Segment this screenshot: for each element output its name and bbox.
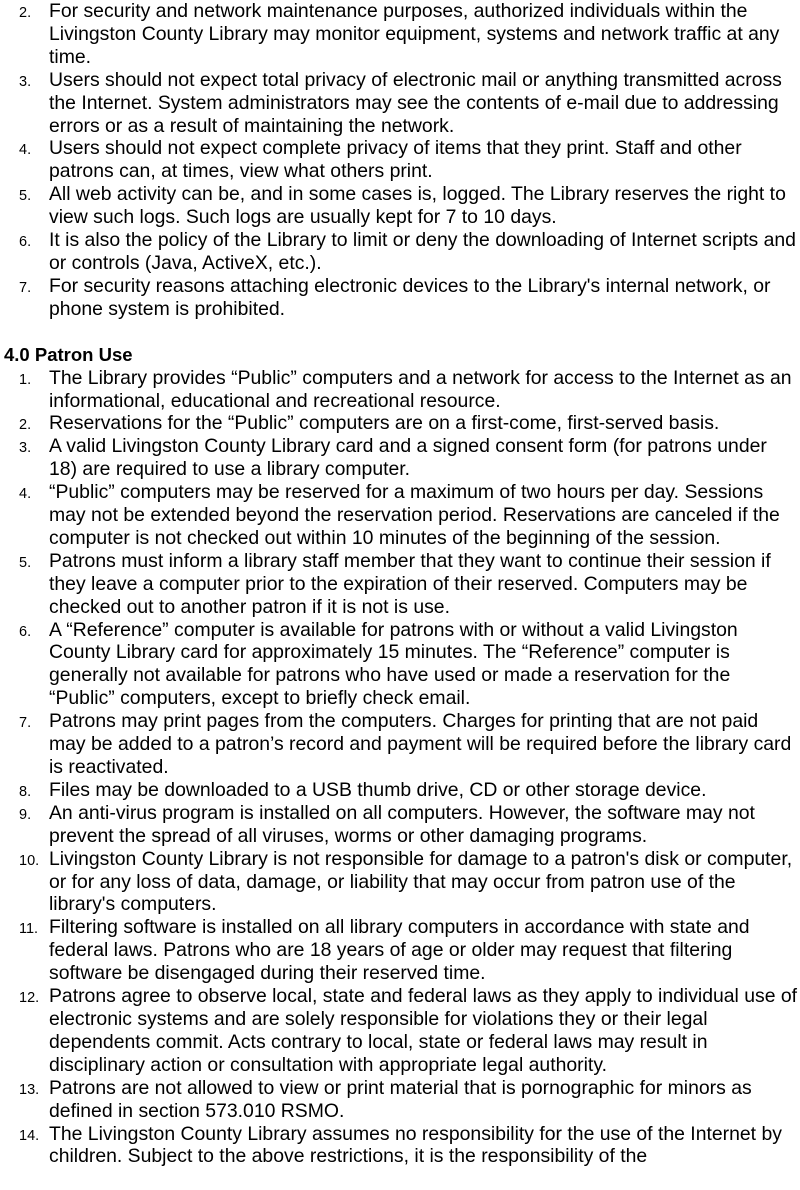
list-item — [0, 275, 800, 321]
item-text: Users should not expect complete privacy of items that they print. Staff and other patrons can, at times, view what others print. — [49, 137, 742, 183]
section-gap — [0, 321, 800, 344]
section-heading: 4.0 Patron Use — [4, 343, 133, 365]
item-number: 5. — [19, 554, 32, 571]
list-item — [0, 1077, 800, 1123]
list-item — [0, 229, 800, 275]
item-number: 7. — [19, 715, 32, 732]
item-text: All web activity can be, and in some cases is, logged. The Library reserves the right to view such logs. Such logs are usually kept for 7 to 10 days. — [49, 183, 786, 229]
list-item — [0, 412, 800, 435]
item-text: Patrons agree to observe local, state and federal laws as they apply to individual use of electronic systems and are solely responsible for violations they or their legal dependents commit. Acts contrary to local, state or federal laws may result in disciplinary action or consultation with appropriate legal authority. — [49, 985, 798, 1076]
item-number: 6. — [19, 234, 32, 251]
item-number: 9. — [19, 806, 32, 823]
item-text: Users should not expect total privacy of electronic mail or anything transmitted across the Internet. System administrators may see the contents of e-mail due to addressing errors or as a result of maintaining the network. — [49, 68, 782, 137]
list-item — [0, 916, 800, 985]
item-text: “Public” computers may be reserved for a maximum of two hours per day. Sessions may not be extended beyond the reservation period. Reservations are canceled if the computer is not checked out within 10 minutes of the beginning of the session. — [49, 481, 780, 549]
item-number: 11. — [19, 921, 39, 938]
item-text: For security reasons attaching electronic devices to the Library's internal network, or phone system is prohibited. — [49, 274, 771, 320]
item-text: For security and network maintenance purposes, authorized individuals within the Livingston County Library may monitor equipment, systems and network traffic at any time. — [49, 0, 780, 68]
policy-list-continued — [0, 0, 800, 321]
item-number: 3. — [19, 440, 32, 457]
item-text: An anti-virus program is installed on all computers. However, the software may not prevent the spread of all viruses, worms or other damaging programs. — [49, 801, 755, 847]
item-number: 6. — [19, 623, 32, 640]
item-number: 2. — [19, 5, 32, 21]
item-number: 5. — [19, 188, 32, 205]
list-item — [0, 802, 800, 848]
item-number: 12. — [19, 990, 40, 1007]
list-item — [0, 779, 800, 802]
list-item — [0, 619, 800, 711]
list-item — [0, 69, 800, 138]
item-text: The Library provides “Public” computers and a network for access to the Internet as an informational, educational and recreational resource. — [49, 366, 792, 412]
item-text: It is also the policy of the Library to limit or deny the downloading of Internet scripts and or controls (Java, ActiveX, etc.). — [49, 229, 796, 274]
item-text: The Livingston County Library assumes no responsibility for the use of the Internet by children. Subject to the above restrictions, it is the responsibility of the — [49, 1122, 782, 1168]
item-number: 8. — [19, 783, 32, 800]
list-item — [0, 848, 800, 917]
list-item — [0, 550, 800, 619]
list-item — [0, 137, 800, 183]
item-number: 3. — [19, 73, 32, 90]
list-item — [0, 985, 800, 1077]
item-number: 13. — [19, 1081, 40, 1098]
item-text: Patrons may print pages from the computers. Charges for printing that are not paid may be added to a patron’s record and payment will be required before the library card is reactivated. — [49, 710, 792, 778]
item-number: 14. — [19, 1127, 40, 1144]
item-text: A “Reference” computer is available for patrons with or without a valid Livingston County Library card for approximately 15 minutes. The “Reference” computer is generally not available for patrons who have used or made a reservation for the “Public” computers, except to briefly check email. — [49, 618, 738, 710]
list-item — [0, 710, 800, 779]
list-item — [0, 183, 800, 229]
item-text: Files may be downloaded to a USB thumb drive, CD or other storage device. — [49, 778, 707, 801]
list-item — [0, 1123, 800, 1169]
item-text: Patrons are not allowed to view or print material that is pornographic for minors as defined in section 573.010 RSMO. — [49, 1076, 752, 1122]
list-item — [0, 367, 800, 413]
list-item — [0, 0, 800, 69]
patron-use-list — [0, 367, 800, 1169]
item-text: A valid Livingston County Library card and a signed consent form (for patrons under 18) are required to use a library computer. — [49, 435, 767, 481]
item-text: Filtering software is installed on all library computers in accordance with state and federal laws. Patrons who are 18 years of age or older may request that filtering software be disengaged during their reserved time. — [49, 916, 750, 985]
item-number: 10. — [19, 852, 40, 869]
list-item — [0, 435, 800, 481]
item-number: 7. — [19, 279, 32, 296]
item-text: Reservations for the “Public” computers are on a first-come, first-served basis. — [49, 412, 720, 435]
item-text: Patrons must inform a library staff member that they want to continue their session if they leave a computer prior to the expiration of their reserved. Computers may be checked out to another patron if it is not is use. — [49, 549, 771, 618]
item-number: 4. — [19, 142, 32, 159]
item-text: Livingston County Library is not responsible for damage to a patron's disk or computer, or for any loss of data, damage, or liability that may occur from patron use of the library's computers. — [49, 847, 793, 916]
item-number: 4. — [19, 486, 32, 503]
list-item — [0, 481, 800, 550]
item-number: 2. — [19, 417, 32, 434]
item-number: 1. — [19, 371, 32, 388]
